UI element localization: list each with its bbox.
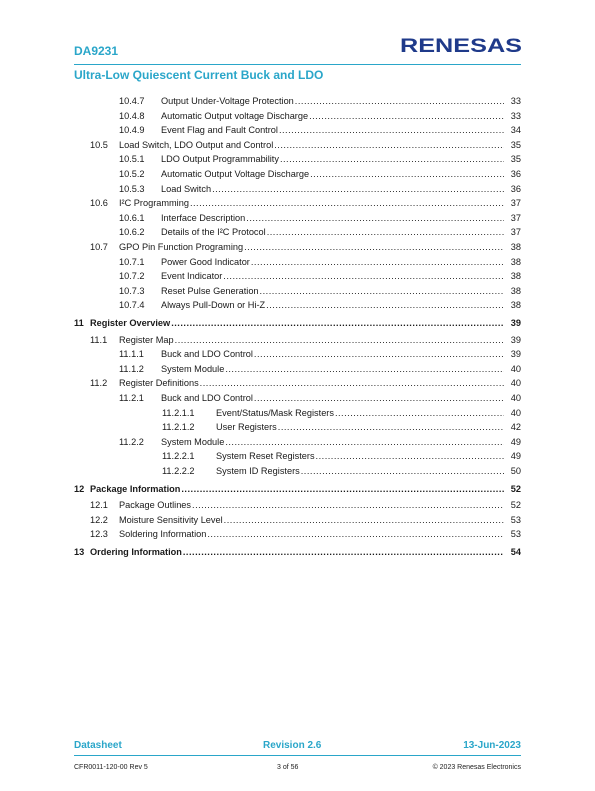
toc-entry[interactable] — [119, 124, 521, 137]
toc-entry-page: 40 — [510, 378, 521, 389]
toc-entry-page: 40 — [510, 407, 521, 418]
toc-dot-leader — [267, 226, 504, 239]
toc-entry-title[interactable]: Package Outlines — [119, 500, 192, 510]
toc-entry-page: 40 — [510, 392, 521, 403]
toc-dot-leader — [171, 317, 504, 330]
toc-entry-page: 38 — [510, 256, 521, 267]
toc-entry-title[interactable]: Reset Pulse Generation — [161, 285, 259, 296]
toc-entry-title[interactable]: Buck and LDO Control — [161, 349, 253, 360]
toc-entry-title[interactable]: System Module — [161, 436, 225, 447]
toc-entry-number: 10.7.2 — [119, 271, 145, 282]
toc-entry-title[interactable]: Load Switch, LDO Output and Control — [119, 139, 274, 150]
toc-entry[interactable] — [90, 241, 521, 254]
toc-entry-title[interactable]: Event/Status/Mask Registers — [216, 407, 334, 418]
toc-dot-leader — [200, 377, 504, 390]
toc-dot-leader — [225, 436, 504, 449]
toc-entry-number: 12 — [74, 483, 85, 494]
footer-revision: Revision 2.6 — [263, 740, 322, 751]
toc-entry-page: 37 — [510, 227, 521, 238]
toc-entry-page: 33 — [510, 110, 521, 121]
toc-entry-title[interactable]: Ordering Information — [90, 546, 182, 557]
toc-entry-title[interactable]: User Registers — [216, 422, 277, 433]
toc-entry-title[interactable]: Power Good Indicator — [161, 256, 250, 267]
toc-dot-leader — [309, 110, 504, 123]
toc-entry[interactable] — [119, 285, 521, 298]
toc-entry-page: 49 — [510, 451, 521, 462]
toc-entry-number: 11.2 — [90, 378, 108, 389]
toc-dot-leader — [274, 139, 504, 152]
toc-entry-number: 11.1 — [90, 334, 108, 345]
toc-entry-title[interactable]: Interface Description — [161, 212, 246, 223]
toc-entry-number: 10.4.9 — [119, 125, 145, 136]
toc-entry-page: 40 — [510, 363, 521, 374]
toc-entry-title[interactable]: Automatic Output voltage Discharge — [161, 110, 309, 121]
header-divider — [74, 64, 521, 65]
toc-entry-page: 36 — [510, 169, 521, 179]
toc-dot-leader — [225, 363, 504, 376]
toc-dot-leader — [280, 153, 504, 166]
toc-dot-leader — [266, 299, 504, 312]
footer-page-number: 3 of 56 — [277, 764, 299, 771]
toc-entry-page: 54 — [510, 546, 521, 557]
toc-dot-leader — [254, 392, 504, 405]
toc-entry-number: 12.3 — [90, 529, 108, 540]
toc-entry-page: 38 — [510, 285, 521, 296]
toc-entry[interactable] — [119, 256, 521, 269]
toc-dot-leader — [260, 285, 504, 298]
toc-entry-number: 11.1.2 — [119, 363, 144, 374]
toc-entry-title[interactable]: Buck and LDO Control — [161, 392, 253, 403]
toc-dot-leader — [244, 241, 504, 254]
toc-entry[interactable] — [119, 212, 521, 225]
toc-entry[interactable] — [74, 483, 521, 496]
toc-entry-page: 53 — [510, 514, 521, 525]
toc-entry-page: 34 — [510, 125, 521, 136]
toc-entry-title[interactable]: LDO Output Programmability — [161, 154, 279, 165]
toc-entry-page: 39 — [510, 318, 521, 328]
toc-entry-number: 10.7.1 — [119, 256, 145, 267]
toc-entry-page: 37 — [510, 198, 521, 209]
footer-doc-type: Datasheet — [74, 740, 122, 751]
toc-dot-leader — [310, 168, 504, 181]
toc-entry-title[interactable]: Event Indicator — [161, 271, 223, 282]
toc-entry-page: 38 — [510, 300, 521, 311]
toc-entry[interactable] — [162, 421, 521, 434]
toc-entry-title[interactable]: Details of the I²C Protocol — [161, 227, 266, 238]
toc-entry-number: 11 — [74, 318, 84, 328]
document-id: DA9231 — [74, 44, 119, 58]
toc-entry-page: 38 — [510, 271, 521, 282]
toc-dot-leader — [224, 514, 504, 527]
toc-entry-page: 52 — [510, 500, 521, 510]
toc-entry-title[interactable]: Moisture Sensitivity Level — [119, 514, 223, 525]
toc-entry-title[interactable]: Register Map — [119, 334, 174, 345]
toc-entry-number: 10.4.7 — [119, 96, 145, 106]
toc-entry-number: 11.2.2.1 — [162, 451, 195, 462]
toc-dot-leader — [183, 546, 504, 559]
toc-entry[interactable] — [119, 299, 521, 312]
document-subtitle: Ultra-Low Quiescent Current Buck and LDO — [74, 68, 324, 82]
toc-entry[interactable] — [74, 546, 521, 559]
toc-entry-number: 10.6.1 — [119, 212, 145, 223]
toc-entry-page: 42 — [510, 422, 521, 433]
toc-entry-number: 10.5.2 — [119, 169, 145, 179]
toc-entry-number: 11.2.1.1 — [162, 407, 195, 418]
toc-entry-page: 36 — [510, 183, 521, 194]
svg-text:RENESAS: RENESAS — [400, 36, 522, 55]
toc-entry-title[interactable]: GPO Pin Function Programing — [119, 242, 244, 252]
toc-entry-title[interactable]: Package Information — [90, 483, 181, 494]
toc-entry-number: 10.4.8 — [119, 110, 145, 121]
toc-entry-number: 11.2.1 — [119, 392, 144, 403]
toc-entry-number: 11.1.1 — [119, 349, 144, 360]
toc-entry[interactable] — [119, 226, 521, 239]
toc-dot-leader — [251, 256, 504, 269]
toc-entry[interactable] — [119, 348, 521, 361]
toc-entry-number: 12.1 — [90, 500, 108, 510]
toc-entry-title[interactable]: Event Flag and Fault Control — [161, 125, 278, 136]
toc-entry-page: 52 — [510, 483, 521, 494]
toc-entry-title[interactable]: Load Switch — [161, 183, 212, 194]
toc-entry[interactable] — [119, 363, 521, 376]
toc-entry-number: 11.2.1.2 — [162, 422, 195, 433]
toc-entry[interactable] — [162, 450, 521, 463]
toc-entry-page: 39 — [510, 349, 521, 360]
toc-entry-number: 11.2.2.2 — [162, 465, 195, 476]
toc-dot-leader — [335, 407, 504, 420]
toc-entry-page: 35 — [510, 154, 521, 165]
toc-dot-leader — [254, 348, 504, 361]
toc-entry-number: 10.7 — [90, 242, 108, 252]
toc-dot-leader — [175, 334, 504, 347]
toc-dot-leader — [192, 499, 504, 512]
footer-copyright: © 2023 Renesas Electronics — [432, 764, 521, 771]
footer-date: 13-Jun-2023 — [463, 740, 521, 751]
toc-entry-page: 37 — [510, 212, 521, 223]
toc-entry[interactable] — [90, 528, 521, 541]
toc-dot-leader — [295, 95, 504, 108]
toc-dot-leader — [279, 124, 504, 137]
toc-entry-page: 53 — [510, 529, 521, 540]
toc-entry[interactable] — [90, 514, 521, 527]
toc-entry-page: 38 — [510, 242, 521, 252]
toc-entry-title[interactable]: Output Under-Voltage Protection — [161, 96, 294, 106]
toc-entry-number: 10.6.2 — [119, 227, 145, 238]
toc-entry-number: 10.5.1 — [119, 154, 145, 165]
toc-entry-title[interactable]: Register Overview — [90, 318, 171, 328]
toc-dot-leader — [278, 421, 504, 434]
toc-entry-number: 10.5 — [90, 139, 108, 150]
toc-entry-number: 10.5.3 — [119, 183, 145, 194]
toc-dot-leader — [316, 450, 504, 463]
toc-entry[interactable] — [119, 95, 521, 108]
toc-entry-title[interactable]: System Module — [161, 363, 225, 374]
toc-entry[interactable] — [90, 377, 521, 390]
toc-dot-leader — [246, 212, 504, 225]
toc-dot-leader — [301, 465, 504, 478]
toc-dot-leader — [212, 183, 504, 196]
toc-entry[interactable] — [119, 168, 521, 181]
toc-entry-page: 39 — [510, 334, 521, 345]
toc-dot-leader — [190, 197, 504, 210]
toc-entry[interactable] — [119, 270, 521, 283]
footer-divider — [74, 755, 521, 756]
toc-entry-title[interactable]: System ID Registers — [216, 465, 300, 476]
toc-entry-title[interactable]: System Reset Registers — [216, 451, 315, 462]
toc-entry[interactable] — [119, 183, 521, 196]
toc-entry[interactable] — [119, 436, 521, 449]
toc-entry-page: 33 — [510, 96, 521, 106]
toc-entry[interactable] — [90, 334, 521, 347]
toc-entry[interactable] — [119, 110, 521, 123]
toc-entry-number: 10.7.3 — [119, 285, 145, 296]
toc-dot-leader — [181, 483, 504, 496]
toc-entry-title[interactable]: Register Definitions — [119, 378, 199, 389]
toc-entry-number: 12.2 — [90, 514, 108, 525]
toc-entry[interactable] — [119, 153, 521, 166]
toc-entry[interactable] — [74, 317, 521, 330]
toc-entry[interactable] — [119, 392, 521, 405]
toc-entry[interactable] — [162, 465, 521, 478]
renesas-logo — [400, 35, 522, 55]
toc-entry-page: 49 — [510, 436, 521, 447]
toc-dot-leader — [223, 270, 504, 283]
toc-entry-number: 10.6 — [90, 198, 108, 209]
toc-entry[interactable] — [90, 197, 521, 210]
toc-entry[interactable] — [90, 499, 521, 512]
footer-doc-code: CFR0011-120-00 Rev 5 — [74, 764, 148, 771]
toc-entry[interactable] — [162, 407, 521, 420]
toc-entry[interactable] — [90, 139, 521, 152]
toc-entry-number: 10.7.4 — [119, 300, 145, 311]
toc-entry-number: 11.2.2 — [119, 436, 144, 447]
toc-entry-title[interactable]: I²C Programming — [119, 198, 189, 209]
toc-entry-title[interactable]: Automatic Output Voltage Discharge — [161, 169, 310, 179]
toc-entry-number: 13 — [74, 546, 85, 557]
toc-entry-title[interactable]: Soldering Information — [119, 529, 207, 540]
toc-entry-title[interactable]: Always Pull-Down or Hi-Z — [161, 300, 266, 311]
toc-entry-page: 35 — [510, 139, 521, 150]
toc-dot-leader — [207, 528, 504, 541]
toc-entry-page: 50 — [510, 465, 521, 476]
